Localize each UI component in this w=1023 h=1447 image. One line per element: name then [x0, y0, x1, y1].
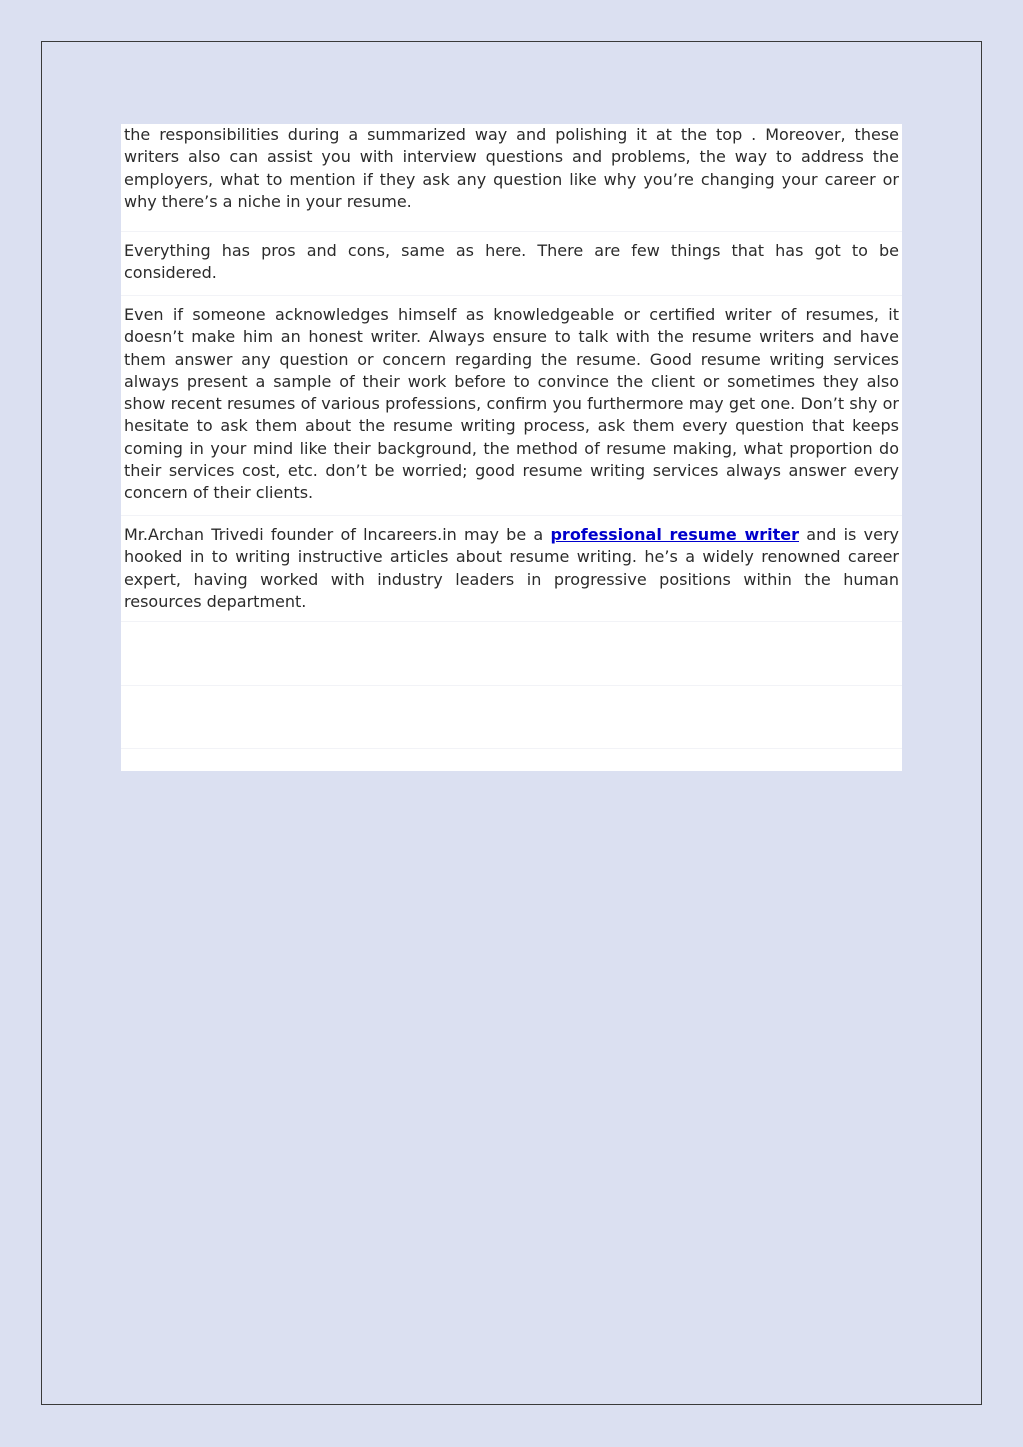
document-content: [121, 124, 902, 771]
paragraph-honest-writer: Even if someone acknowledges himself as knowledgeable or certified writer of resumes, it doesn’t make him an honest writer. Always ensure to talk with the resume writers and have them answer any question or concern regarding the resume. Good resume writing services always present a sample of their work before to convince the client or sometimes they also show recent resumes of various professions, confirm you furthermore may get one. Don’t shy or hesitate to ask them about the resume writing process, ask them every question that keeps coming in your mind like their background, the method of resume making, what proportion do their services cost, etc. don’t be worried; good resume writing services always answer every concern of their clients.: [124, 305, 899, 503]
author-bio-text-end: and is very hooked in to writing instructive articles about resume writing. he’s a widely renowned career expert, having worked with industry leaders in progressive positions within the human resources department.: [124, 525, 900, 611]
paragraph-author-bio: [124, 524, 899, 613]
empty-row-3: [121, 749, 902, 771]
empty-row-1: [121, 622, 902, 686]
professional-resume-writer-link[interactable]: professional resume writer: [550, 525, 800, 544]
paragraph-row-2: [121, 232, 902, 296]
paragraph-pros-cons: Everything has pros and cons, same as here. There are few things that has got to be considered.: [124, 241, 899, 283]
author-bio-text-start: Mr.Archan Trivedi founder of lncareers.in may be a: [124, 525, 551, 544]
paragraph-responsibilities: the responsibilities during a summarized way and polishing it at the top . Moreover, these writers also can assist you with interview questions and problems, the way to address the employers, what to mention if they ask any question like why you’re changing your career or why there’s a niche in your resume.: [124, 125, 899, 211]
empty-row-2: [121, 686, 902, 749]
paragraph-row-4: [121, 516, 902, 622]
paragraph-row-1: [121, 124, 902, 232]
paragraph-row-3: [121, 296, 902, 516]
